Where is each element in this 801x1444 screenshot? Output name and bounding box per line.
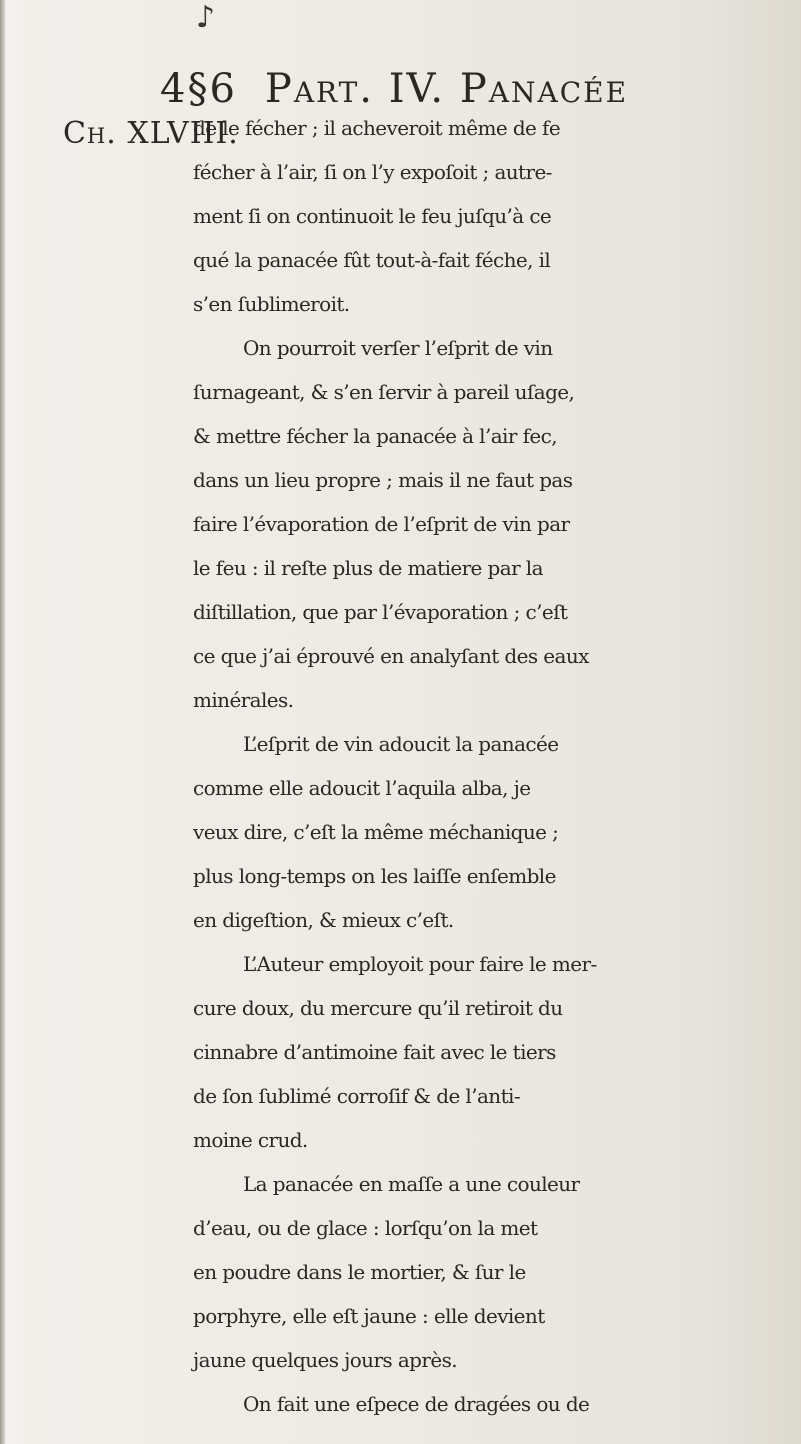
text-line: L’eſprit de vin adoucit la panacée bbox=[243, 732, 559, 756]
text-line: plus long-temps on les laiſſe enſemble bbox=[193, 864, 556, 888]
text-line: dans un lieu propre ; mais il ne faut pas bbox=[193, 468, 573, 492]
text-line: cinnabre d’antimoine fait avec le tiers bbox=[193, 1040, 556, 1064]
ink-mark: ♪ bbox=[196, 0, 216, 35]
text-line: ce que j’ai éprouvé en analyſant des eaux bbox=[193, 644, 589, 668]
running-title: Part. IV. Panacée bbox=[264, 66, 629, 112]
chapter-marginal-label: Ch. XLVIII. bbox=[63, 116, 239, 151]
text-line: de le fécher ; il acheveroit même de fe bbox=[193, 116, 561, 140]
text-line: diſtillation, que par l’évaporation ; c’eſt bbox=[193, 600, 568, 624]
text-line: L’Auteur employoit pour faire le mer- bbox=[243, 952, 597, 976]
text-line: le feu : il reſte plus de matiere par la bbox=[193, 556, 543, 580]
text-line: en digeſtion, & mieux c’eſt. bbox=[193, 908, 454, 932]
text-line: faire l’évaporation de l’eſprit de vin par bbox=[193, 512, 570, 536]
text-line: & mettre fécher la panacée à l’air fec, bbox=[193, 424, 557, 448]
text-line: cure doux, du mercure qu’il retiroit du bbox=[193, 996, 563, 1020]
text-line: minérales. bbox=[193, 688, 294, 712]
text-line: ſurnageant, & s’en ſervir à pareil uſage, bbox=[193, 380, 575, 404]
text-line: qué la panacée fût tout-à-fait féche, il bbox=[193, 248, 551, 272]
text-line: fécher à l’air, ſi on l’y expoſoit ; autre- bbox=[193, 160, 552, 184]
text-line: porphyre, elle eſt jaune : elle devient bbox=[193, 1304, 545, 1328]
text-line: de ſon ſublimé corroſif & de l’anti- bbox=[193, 1084, 520, 1108]
text-line: d’eau, ou de glace : lorſqu’on la met bbox=[193, 1216, 538, 1240]
text-line: La panacée en maſſe a une couleur bbox=[243, 1172, 580, 1196]
text-line: On pourroit verſer l’eſprit de vin bbox=[243, 336, 553, 360]
page-gutter-shadow bbox=[0, 0, 6, 1444]
text-line: s’en ſublimeroit. bbox=[193, 292, 350, 316]
page-number: 4§6 bbox=[160, 66, 237, 112]
text-line: jaune quelques jours après. bbox=[193, 1348, 457, 1372]
text-line: veux dire, c’eſt la même méchanique ; bbox=[193, 820, 559, 844]
text-line: moine crud. bbox=[193, 1128, 308, 1152]
body-text bbox=[193, 103, 793, 1423]
text-line: ment ſi on continuoit le feu juſqu’à ce bbox=[193, 204, 552, 228]
text-line: comme elle adoucit l’aquila alba, je bbox=[193, 776, 531, 800]
text-line: On fait une eſpece de dragées ou de bbox=[243, 1392, 590, 1416]
text-line: en poudre dans le mortier, & ſur le bbox=[193, 1260, 526, 1284]
